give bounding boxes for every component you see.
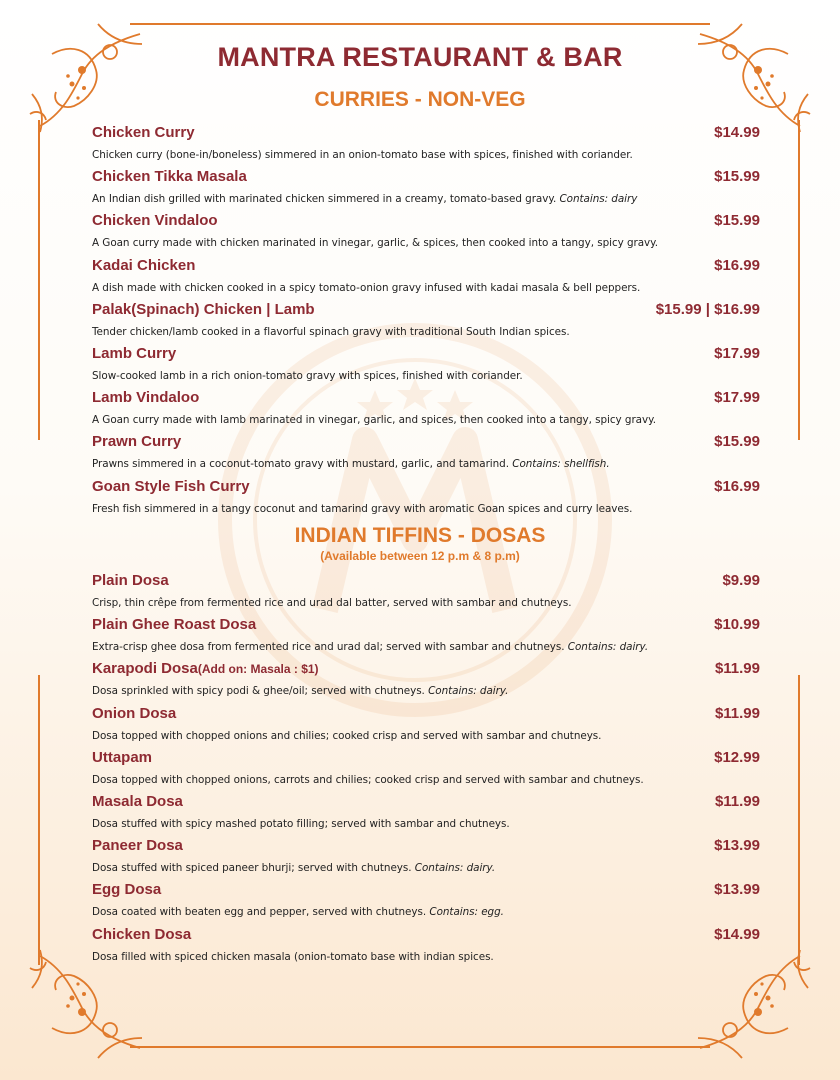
menu-item-name: [92, 257, 195, 274]
menu-item-description: [92, 193, 780, 205]
menu-item-price: $17.99: [714, 389, 760, 407]
menu-item: [92, 835, 760, 879]
menu-item-description-text: Dosa coated with beaten egg and pepper, served with chutneys.: [92, 906, 427, 919]
menu-item-name-text: Plain Dosa: [92, 572, 169, 589]
menu-item-description: [92, 774, 780, 786]
menu-item-name-text: Kadai Chicken: [92, 256, 196, 274]
frame-line-left-top: [38, 120, 40, 440]
menu-item-header: [92, 431, 760, 455]
menu-item: [92, 703, 760, 747]
menu-item-allergen: Contains: egg.: [429, 906, 504, 919]
menu-item-header: [92, 924, 760, 948]
menu-item-description: [92, 818, 780, 830]
menu-item: [92, 614, 760, 658]
menu-item-name: [92, 389, 199, 406]
menu-item-description: [92, 326, 780, 338]
menu-item: [92, 343, 760, 387]
menu-item-price: $15.99 | $16.99: [655, 300, 760, 318]
restaurant-title: MANTRA RESTAURANT & BAR: [217, 42, 623, 72]
menu-item-description-text: Prawns simmered in a coconut-tomato gravy with mustard, garlic, and tamarind.: [92, 458, 509, 471]
menu-item-description-text: Dosa stuffed with spicy mashed potato filling; served with sambar and chutneys.: [92, 817, 510, 830]
menu-item-description: [92, 282, 780, 294]
menu-item: [92, 210, 760, 254]
menu-item-price: $16.99: [714, 477, 760, 495]
menu-list-curries: [92, 122, 760, 520]
menu-item-description-text: Tender chicken/lamb cooked in a flavorful spinach gravy with traditional South Indian spices.: [92, 325, 570, 338]
menu-item-header: [92, 210, 760, 234]
menu-item-price: $10.99: [714, 616, 760, 634]
menu-item-price: $14.99: [714, 925, 760, 943]
menu-item-price: $9.99: [722, 572, 760, 589]
menu-item-allergen: Contains: dairy.: [414, 862, 496, 875]
menu-item: [92, 166, 760, 210]
menu-item-name: [92, 837, 183, 854]
menu-item-header: [92, 879, 760, 903]
menu-item-description: [92, 641, 780, 653]
menu-item-description: [92, 458, 780, 470]
menu-item-name: [92, 301, 315, 318]
menu-item-description: [92, 597, 780, 609]
menu-item-name: [92, 793, 183, 810]
menu-item-header: [92, 791, 760, 815]
menu-item-name: [92, 881, 161, 898]
menu-item: [92, 431, 760, 475]
section-availability-note: (Available between 12 p.m & 8 p.m): [320, 549, 520, 563]
menu-item-description: [92, 414, 780, 426]
menu-item-header: [92, 476, 760, 500]
menu-item-description-text: Dosa stuffed with spiced paneer bhurji; served with chutneys.: [92, 862, 412, 875]
menu-item-name: [92, 705, 176, 722]
menu-item-description-text: A Goan curry made with lamb marinated in vinegar, garlic, and spices, then cooked into a tangy, spicy gravy.: [92, 414, 656, 427]
menu-item: [92, 791, 760, 835]
menu-item-name-text: Prawn Curry: [92, 433, 182, 451]
menu-item-description: [92, 951, 780, 963]
menu-item-name: [92, 124, 195, 141]
menu-item-description: [92, 503, 780, 515]
menu-item: [92, 476, 760, 520]
menu-item-price: $11.99: [714, 792, 760, 810]
menu-item-name-text: Egg Dosa: [92, 881, 162, 899]
section-title-dosas: INDIAN TIFFINS - DOSAS: [294, 524, 546, 547]
menu-item-price: $14.99: [714, 124, 760, 141]
menu-item-price: $15.99: [714, 212, 760, 230]
menu-item-name-text: Chicken Tikka Masala: [92, 168, 247, 186]
menu-item-description-text: Dosa topped with chopped onions, carrots and chilies; cooked crisp and served with sambar and chutneys.: [92, 773, 644, 786]
menu-item-description: [92, 730, 780, 742]
menu-item-price: $11.99: [714, 660, 760, 678]
menu-item-name: [92, 168, 247, 185]
menu-item-header: [92, 570, 760, 594]
menu-item-name-text: Onion Dosa: [92, 704, 177, 722]
menu-list-dosas: [92, 570, 760, 968]
frame-line-right-top: [798, 120, 800, 440]
menu-item-description: [92, 237, 780, 249]
menu-item: [92, 924, 760, 968]
menu-item-header: [92, 835, 760, 859]
menu-item: [92, 299, 760, 343]
menu-item: [92, 255, 760, 299]
menu-item-name-text: Lamb Curry: [92, 344, 177, 362]
menu-item-description-text: Slow-cooked lamb in a rich onion-tomato gravy with spices, finished with coriander.: [92, 369, 523, 382]
frame-line-bottom: [130, 1046, 710, 1048]
menu-item-name-text: Karapodi Dosa: [92, 660, 198, 678]
menu-item-header: [92, 614, 760, 638]
section-title-curries: CURRIES - NON-VEG: [314, 88, 526, 111]
menu-item-description-text: A Goan curry made with chicken marinated in vinegar, garlic, & spices, then cooked into a tangy, spicy gravy.: [92, 237, 659, 250]
menu-item-name: [92, 616, 256, 633]
menu-item-name: [92, 572, 169, 589]
menu-item-price: $16.99: [714, 256, 760, 274]
menu-item-header: [92, 703, 760, 727]
menu-item-name: [92, 433, 181, 450]
menu-item-header: [92, 658, 760, 682]
menu-item-name: [92, 212, 218, 229]
menu-item-name-text: Goan Style Fish Curry: [92, 477, 250, 495]
menu-item-name: [92, 345, 176, 362]
menu-item-name-text: Chicken Curry: [92, 124, 195, 141]
menu-item-description-text: Crisp, thin crêpe from fermented rice and urad dal batter, served with sambar and chutneys.: [92, 597, 572, 609]
menu-item-name-text: Uttapam: [92, 748, 153, 766]
menu-item-price: $15.99: [714, 433, 760, 451]
menu-item-name-text: Chicken Dosa: [92, 925, 192, 943]
menu-item: [92, 658, 760, 702]
menu-item-header: [92, 299, 760, 323]
menu-item-description-text: Dosa filled with spiced chicken masala (onion-tomato base with indian spices.: [92, 950, 494, 963]
menu-item-description-text: A dish made with chicken cooked in a spicy tomato-onion gravy infused with kadai masala & bell peppers.: [92, 281, 641, 294]
menu-item-price: $17.99: [714, 344, 760, 362]
menu-item-description-text: Dosa topped with chopped onions and chilies; cooked crisp and served with sambar and chutneys.: [92, 729, 602, 742]
frame-line-left-bottom: [38, 675, 40, 965]
menu-item-description: [92, 906, 780, 918]
menu-item-description-text: An Indian dish grilled with marinated chicken simmered in a creamy, tomato-based gravy.: [92, 193, 557, 206]
menu-item-name-text: Masala Dosa: [92, 792, 183, 810]
menu-item-header: [92, 255, 760, 279]
menu-item-price: $12.99: [714, 748, 760, 766]
menu-item: [92, 879, 760, 923]
menu-item-header: [92, 747, 760, 771]
menu-item-name-text: Chicken Vindaloo: [92, 212, 218, 230]
menu-item-allergen: Contains: dairy.: [428, 685, 509, 698]
menu-item-description: [92, 370, 780, 382]
menu-item-name-text: Paneer Dosa: [92, 837, 183, 855]
frame-line-right-bottom: [798, 675, 800, 965]
menu-item-name: [92, 478, 250, 495]
menu-item: [92, 570, 760, 614]
menu-item-price: $13.99: [714, 881, 760, 899]
menu-item-description-text: Extra-crisp ghee dosa from fermented rice and urad dal; served with sambar and chutneys.: [92, 641, 565, 654]
menu-item-description: [92, 149, 780, 161]
menu-item-description: [92, 685, 780, 697]
menu-item-price: $13.99: [714, 837, 760, 855]
menu-item: [92, 747, 760, 791]
menu-item: [92, 122, 760, 166]
menu-item-price: $15.99: [714, 168, 760, 186]
menu-item-name: [92, 660, 319, 677]
menu-item-header: [92, 387, 760, 411]
menu-item-description-text: Dosa sprinkled with spicy podi & ghee/oil; served with chutneys.: [92, 685, 425, 698]
menu-item-addon: (Add on: Masala : $1): [197, 662, 319, 677]
menu-item-price: $11.99: [714, 704, 760, 722]
menu-item-name-text: Plain Ghee Roast Dosa: [92, 616, 257, 634]
menu-item-name: [92, 749, 152, 766]
menu-item-allergen: Contains: dairy: [559, 193, 638, 206]
menu-item-name-text: Lamb Vindaloo: [92, 389, 200, 407]
menu-item-description: [92, 862, 780, 874]
menu-item-header: [92, 166, 760, 190]
menu-item-description-text: Chicken curry (bone-in/boneless) simmered in an onion-tomato base with spices, finished with coriander.: [92, 149, 633, 161]
menu-item-name: [92, 926, 191, 943]
menu-item-allergen: Contains: dairy.: [567, 641, 649, 654]
menu-item-header: [92, 343, 760, 367]
frame-line-top: [130, 23, 710, 25]
menu-item: [92, 387, 760, 431]
menu-item-header: [92, 122, 760, 146]
menu-item-allergen: Contains: shellfish.: [512, 458, 610, 471]
menu-item-name-text: Palak(Spinach) Chicken | Lamb: [92, 300, 315, 318]
menu-item-description-text: Fresh fish simmered in a tangy coconut and tamarind gravy with aromatic Goan spices and curry leaves.: [92, 502, 633, 515]
